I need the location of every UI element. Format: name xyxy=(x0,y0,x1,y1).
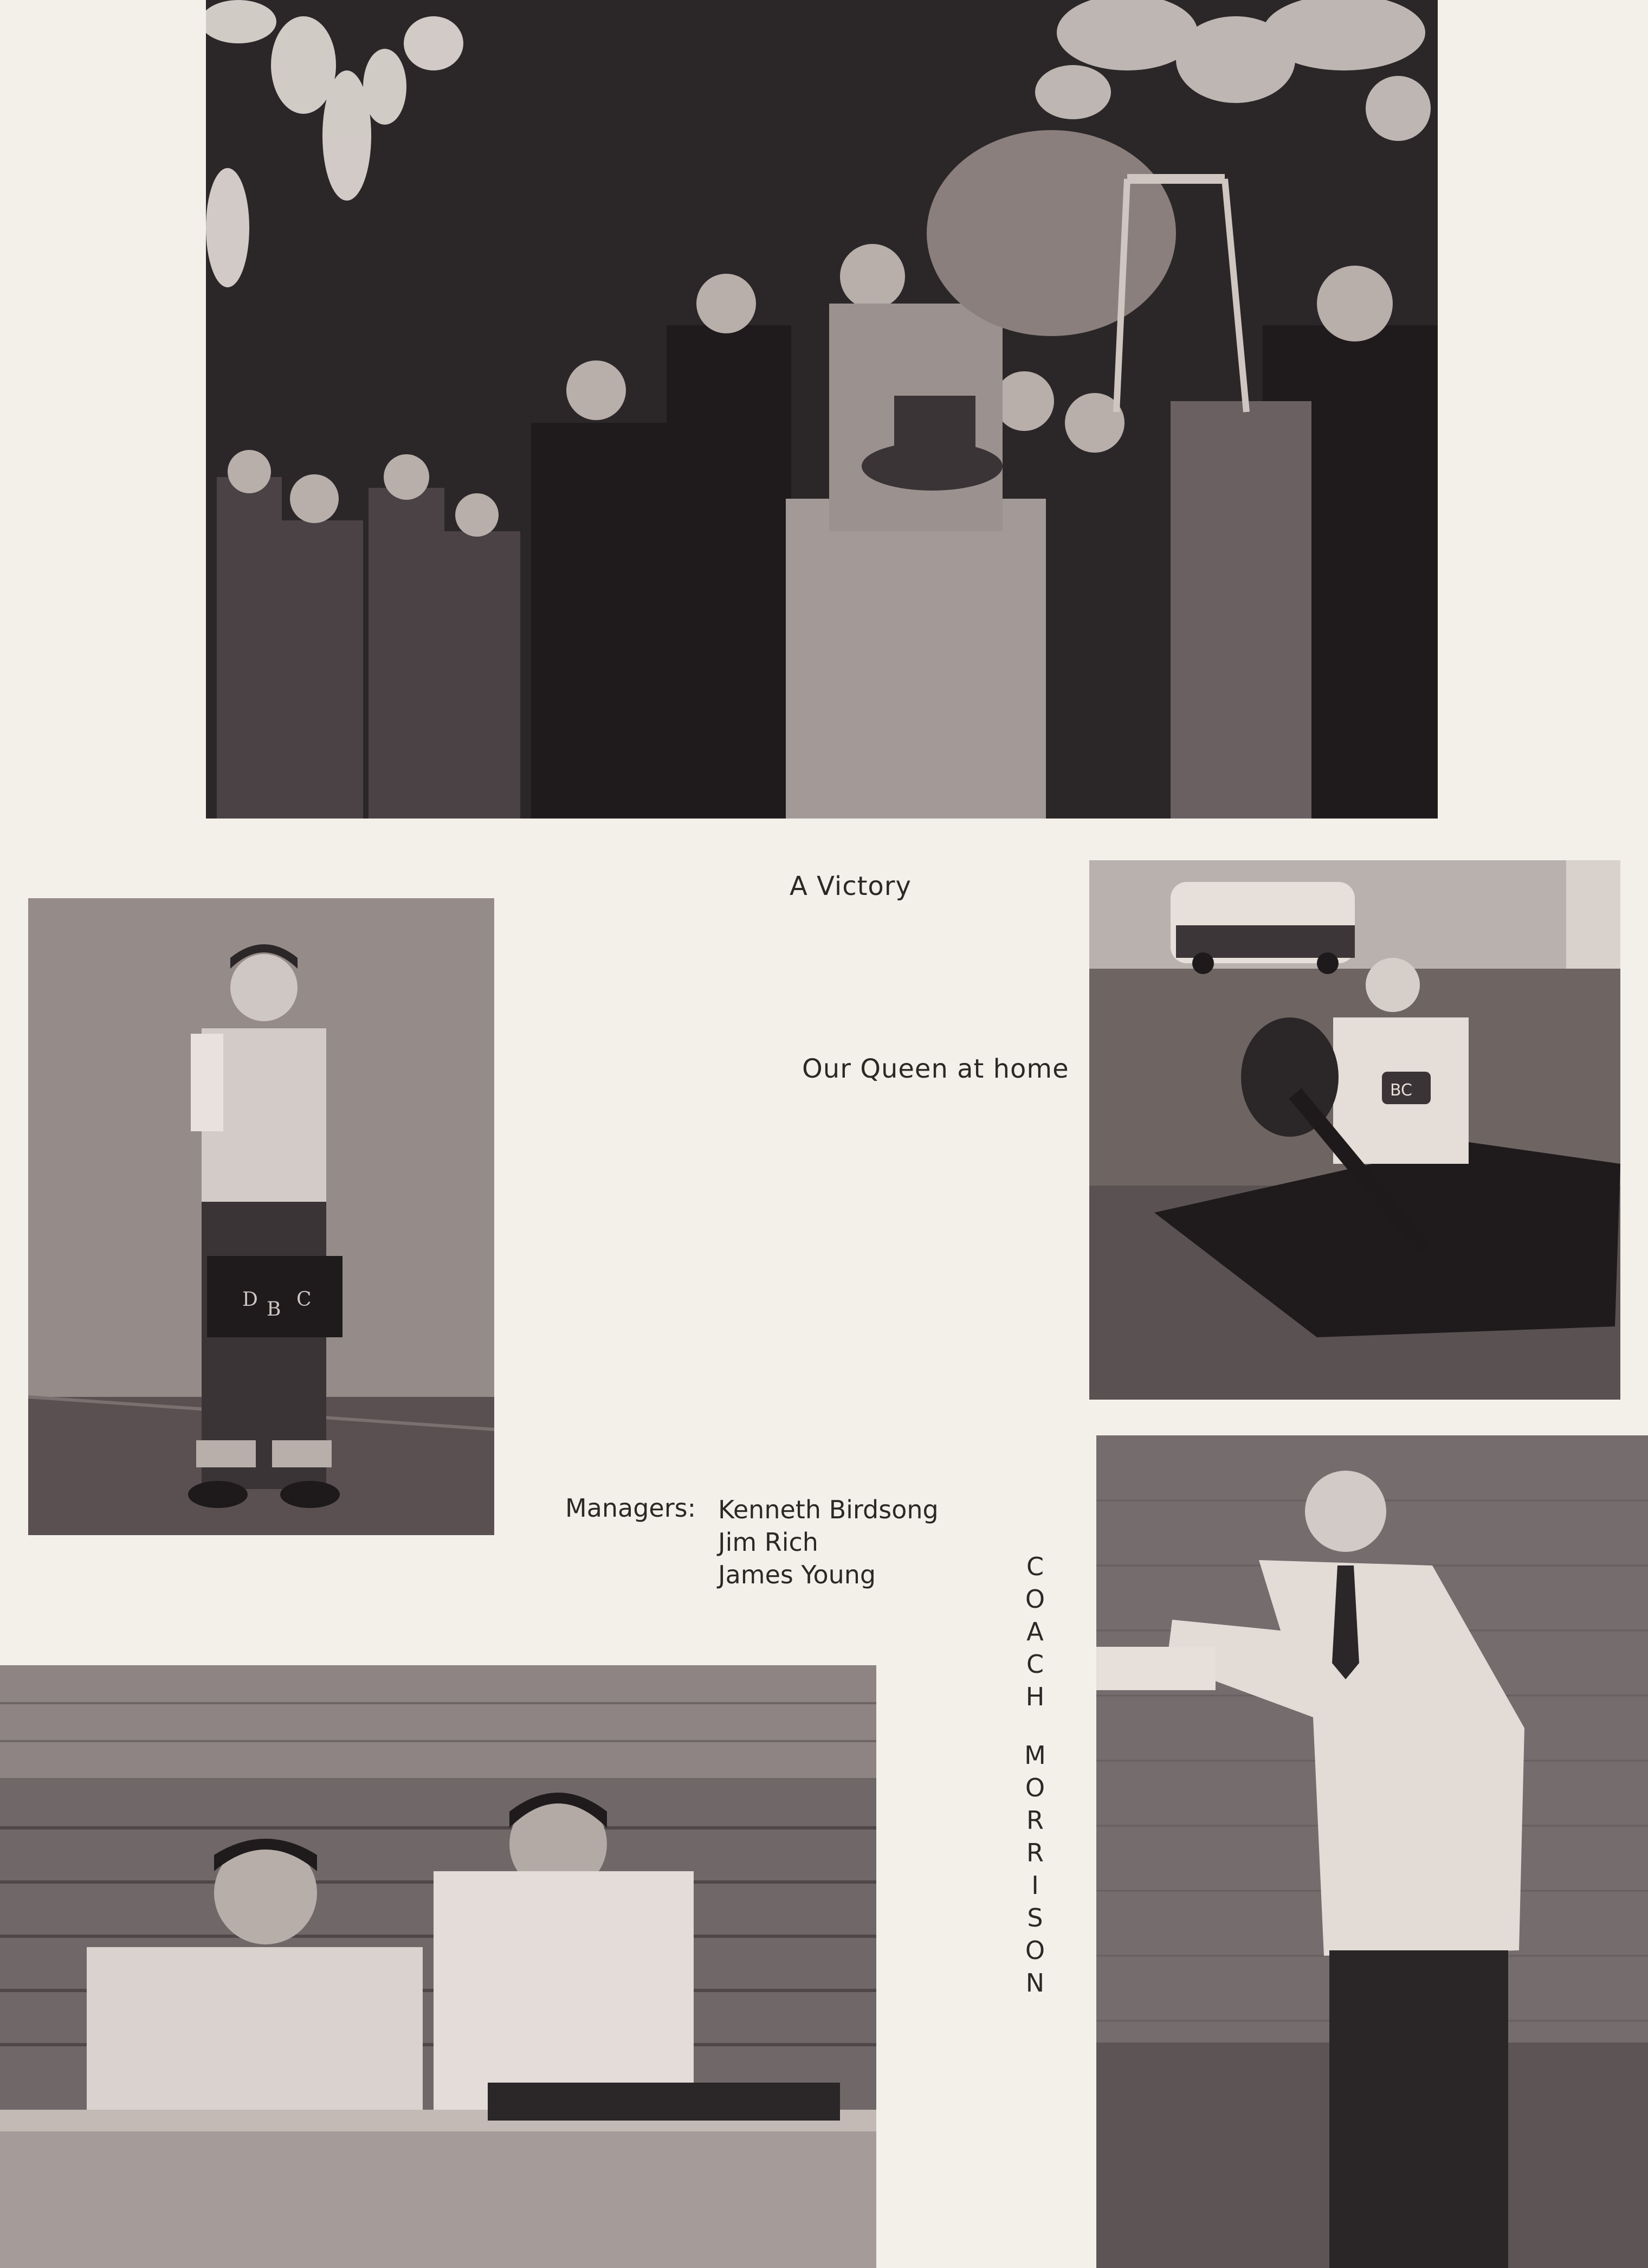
caption-letter: H xyxy=(1025,1682,1045,1711)
svg-text:B: B xyxy=(267,1298,281,1320)
word-gap xyxy=(1019,1713,1051,1739)
caption-letter: A xyxy=(1026,1617,1044,1646)
caption-letter: O xyxy=(1025,1936,1045,1965)
svg-text:D: D xyxy=(242,1288,258,1311)
svg-text:BC: BC xyxy=(1390,1081,1413,1100)
coach-illustration xyxy=(1096,1435,1648,2268)
caption-letter: S xyxy=(1027,1903,1043,1932)
two-students-at-desk-photo xyxy=(0,1665,876,2268)
managers-list xyxy=(718,1493,939,1591)
coach-morrison-photo xyxy=(1096,1435,1648,2268)
manager-name: Jim Rich xyxy=(718,1528,818,1557)
caption-letter: M xyxy=(1024,1741,1046,1770)
queen-illustration xyxy=(1089,860,1620,1400)
queen-with-bouquet-photo xyxy=(1089,860,1620,1400)
caption-letter: R xyxy=(1026,1806,1044,1835)
coach-morrison-vertical-caption xyxy=(1019,1550,1051,1999)
caption-letter: R xyxy=(1026,1838,1044,1867)
caption-letter: O xyxy=(1025,1584,1045,1614)
manager-name: Kenneth Birdsong xyxy=(718,1495,939,1524)
caption-letter: O xyxy=(1025,1773,1045,1802)
caption-letter: N xyxy=(1025,1968,1045,1998)
crowd-at-night-illustration xyxy=(206,0,1438,819)
caption-a-victory: A Victory xyxy=(790,871,912,901)
caption-letter: I xyxy=(1031,1871,1039,1900)
manager-name: James Young xyxy=(718,1560,876,1589)
caption-letter: C xyxy=(1026,1650,1044,1679)
student-illustration xyxy=(28,898,494,1535)
crowd-at-night-photo xyxy=(206,0,1438,819)
caption-our-queen-at-home: Our Queen at home xyxy=(802,1054,1069,1084)
svg-text:C: C xyxy=(296,1288,312,1311)
desk-illustration xyxy=(0,1665,876,2268)
managers-label: Managers: xyxy=(565,1493,696,1523)
caption-letter: C xyxy=(1026,1552,1044,1581)
student-with-dbc-case-photo xyxy=(28,898,494,1535)
